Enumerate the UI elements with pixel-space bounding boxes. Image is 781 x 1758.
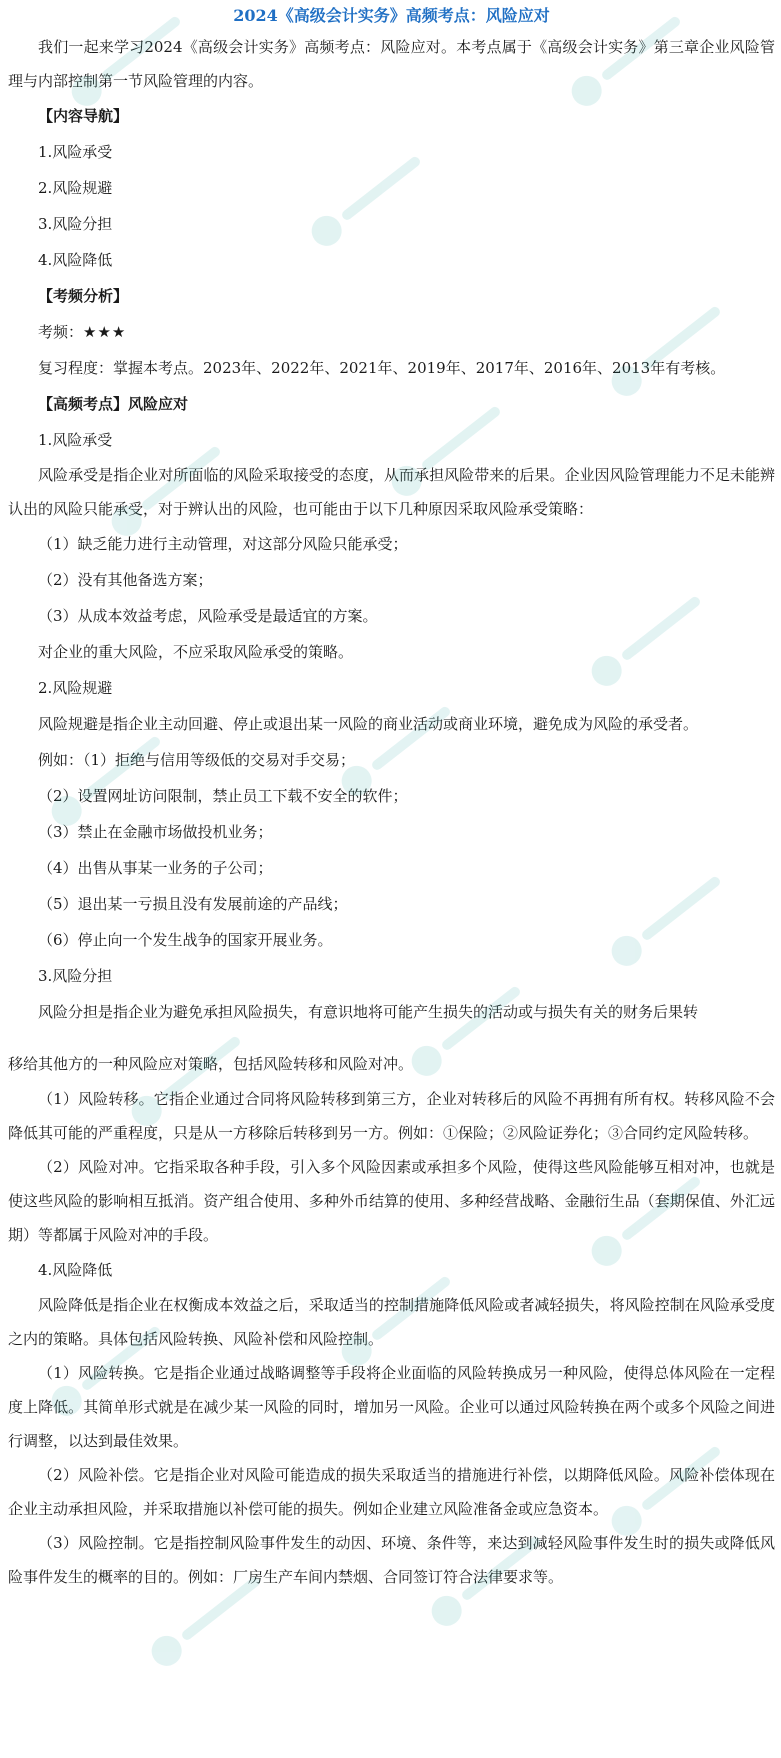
page-title: 2024《高级会计实务》高频考点：风险应对 [233, 6, 550, 25]
section-1-heading: 1.风险承受 [38, 431, 113, 449]
review-line: 复习程度：掌握本考点。2023年、2022年、2021年、2019年、2017年、2016年、2013年有考核。 [38, 359, 726, 377]
section-3-heading: 3.风险分担 [38, 967, 113, 985]
intro-paragraph: 我们一起来学习2024《高级会计实务》高频考点：风险应对。本考点属于《高级会计实务》第三章企业风险管理与内部控制第一节风险管理的内容。 [8, 38, 775, 90]
section-4-body: 风险降低是指企业在权衡成本效益之后，采取适当的控制措施降低风险或者减轻损失，将风险控制在风险承受度之内的策略。具体包括风险转换、风险补偿和风险控制。 [8, 1296, 775, 1348]
section-4-risk-compensation: （2）风险补偿。它是指企业对风险可能造成的损失采取适当的措施进行补偿，以期降低风险。风险补偿体现在企业主动承担风险，并采取措施以补偿可能的损失。例如企业建立风险准备金或应急资本。 [8, 1466, 775, 1518]
section-4-risk-control: （3）风险控制。它是指控制风险事件发生的动因、环境、条件等，来达到减轻风险事件发生时的损失或降低风险事件发生的概率的目的。例如：厂房生产车间内禁烟、合同签订符合法律要求等。 [8, 1534, 775, 1586]
section-3-risk-transfer: （1）风险转移。它指企业通过合同将风险转移到第三方，企业对转移后的风险不再拥有所有权。转移风险不会降低其可能的严重程度，只是从一方移除后转移到另一方。例如：①保险；②风险证券化；③合同约定风险转移。 [8, 1090, 775, 1142]
section-2-item-4: （4）出售从事某一业务的子公司； [38, 859, 273, 877]
paragraph-gap [8, 1030, 775, 1046]
nav-item-1: 1.风险承受 [38, 143, 113, 161]
section-2-item-3: （3）禁止在金融市场做投机业务； [38, 823, 273, 841]
section-2-item-5: （5）退出某一亏损且没有发展前途的产品线； [38, 895, 348, 913]
section-1-item-1: （1）缺乏能力进行主动管理，对这部分风险只能承受； [38, 535, 408, 553]
nav-item-3: 3.风险分担 [38, 215, 113, 233]
section-3-risk-hedging: （2）风险对冲。它指采取各种手段，引入多个风险因素或承担多个风险，使得这些风险能够互相对冲，也就是使这些风险的影响相互抵消。资产组合使用、多种外币结算的使用、多种经营战略、金融衍生品（套期保值、外汇远期）等都属于风险对冲的手段。 [8, 1158, 775, 1244]
frequency-stars: ★★★ [83, 323, 127, 341]
section-1-item-2: （2）没有其他备选方案； [38, 571, 213, 589]
section-2-item-2: （2）设置网址访问限制，禁止员工下载不安全的软件； [38, 787, 408, 805]
section-2-heading: 2.风险规避 [38, 679, 113, 697]
nav-item-4: 4.风险降低 [38, 251, 113, 269]
section-4-heading: 4.风险降低 [38, 1261, 113, 1279]
section-2-body: 风险规避是指企业主动回避、停止或退出某一风险的商业活动或商业环境，避免成为风险的承受者。 [38, 715, 699, 733]
section-1-note: 对企业的重大风险，不应采取风险承受的策略。 [38, 643, 354, 661]
section-1-item-3: （3）从成本效益考虑，风险承受是最适宜的方案。 [38, 607, 378, 625]
analysis-heading: 【考频分析】 [38, 287, 129, 305]
hot-topic-heading: 【高频考点】风险应对 [38, 395, 189, 413]
section-3-body-line-1: 风险分担是指企业为避免承担风险损失，有意识地将可能产生损失的活动或与损失有关的财务后果转 [38, 1003, 699, 1021]
nav-heading: 【内容导航】 [38, 107, 129, 125]
section-2-item-6: （6）停止向一个发生战争的国家开展业务。 [38, 931, 333, 949]
section-1-body: 风险承受是指企业对所面临的风险采取接受的态度，从而承担风险带来的后果。企业因风险管理能力不足未能辨认出的风险只能承受，对于辨认出的风险，也可能由于以下几种原因采取风险承受策略： [8, 466, 775, 518]
section-4-risk-conversion: （1）风险转换。它是指企业通过战略调整等手段将企业面临的风险转换成另一种风险，使得总体风险在一定程度上降低。其简单形式就是在减少某一风险的同时，增加另一风险。企业可以通过风险转换在两个或多个风险之间进行调整，以达到最佳效果。 [8, 1364, 775, 1450]
nav-item-2: 2.风险规避 [38, 179, 113, 197]
frequency-label: 考频： [38, 323, 84, 341]
section-3-body-line-2: 移给其他方的一种风险应对策略，包括风险转移和风险对冲。 [8, 1055, 414, 1073]
frequency-line [8, 314, 775, 350]
section-2-example: 例如：（1）拒绝与信用等级低的交易对手交易； [38, 751, 356, 769]
